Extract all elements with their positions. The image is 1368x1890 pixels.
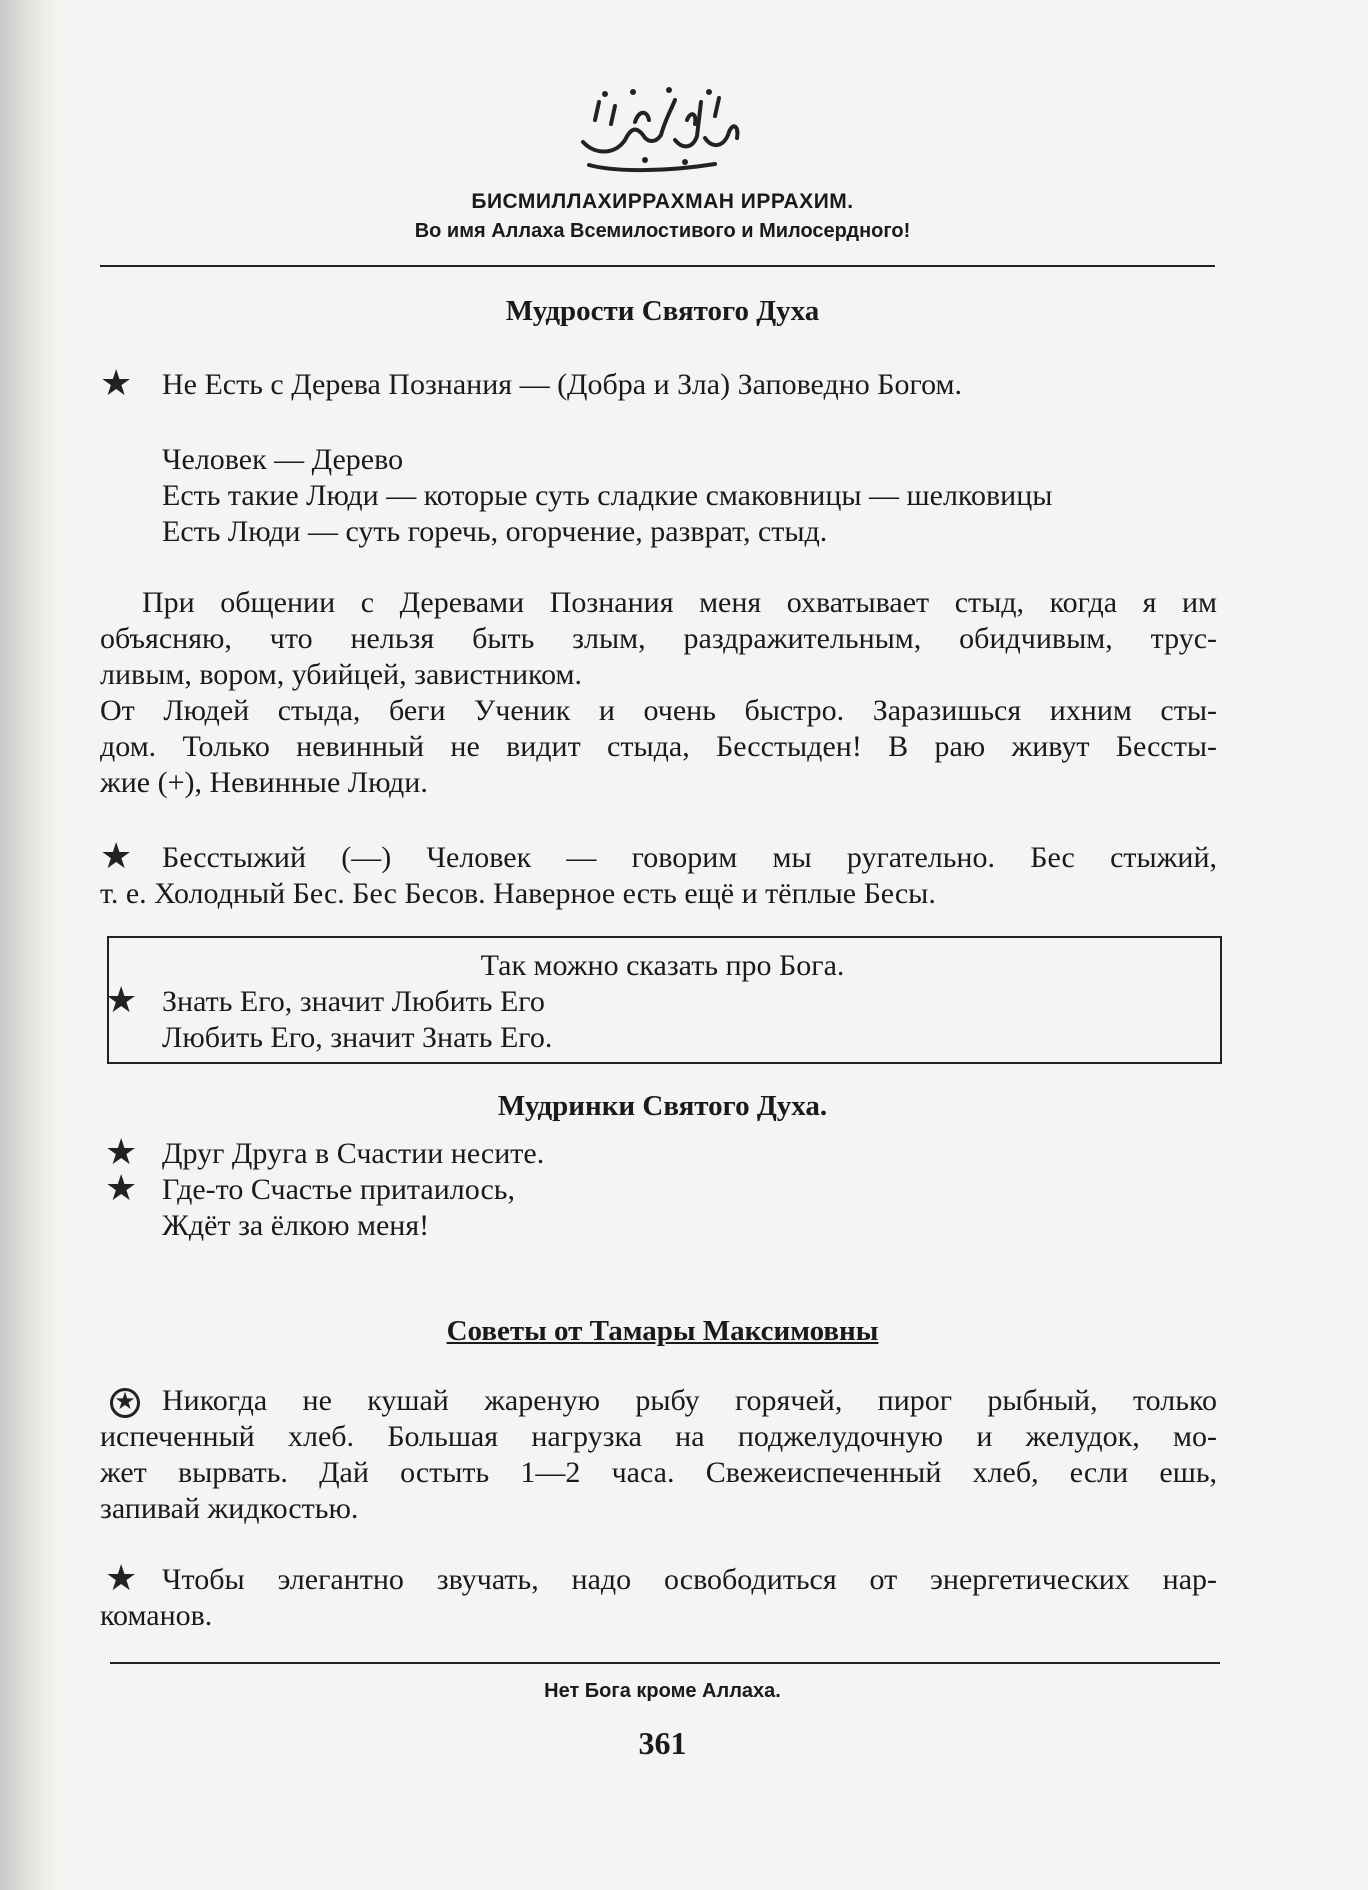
paragraph-line: ливым, вором, убийцей, завистником. <box>100 658 582 691</box>
header-translation: Во имя Аллаха Всемилостивого и Милосердного! <box>414 220 911 242</box>
quote-line: Знать Его, значит Любить Его <box>162 985 545 1018</box>
paragraph-line: жет вырвать. Дай остыть 1—2 часа. Свежеиспеченный хлеб, если ешь, <box>100 1456 1217 1489</box>
quote-box-title: Так можно сказать про Бога. <box>480 949 845 982</box>
star-bullet-icon: ★ <box>105 1558 138 1598</box>
wisdom-line: Где-то Счастье притаилось, <box>162 1173 515 1206</box>
paragraph-line: испеченный хлеб. Большая нагрузка на поджелудочную и желудок, мо- <box>100 1420 1217 1453</box>
header-transliteration: БИСМИЛЛАХИРРАХМАН ИРРАХИМ. <box>471 190 854 213</box>
star-bullet-icon: ★ <box>100 836 133 876</box>
poem-line: Есть такие Люди — которые суть сладкие смаковницы — шелковицы <box>162 479 1053 512</box>
poem-line: Есть Люди — суть горечь, огорчение, разврат, стыд. <box>162 515 828 548</box>
paragraph-line: т. е. Холодный Бес. Бес Бесов. Наверное есть ещё и тёплые Бесы. <box>100 877 936 910</box>
poem-line: Человек — Дерево <box>162 443 404 476</box>
circled-star-icon: ★ <box>110 1388 140 1418</box>
paragraph-line: дом. Только невинный не видит стыда, Бесстыден! В раю живут Бессты- <box>100 730 1217 763</box>
wisdom-line: Ждёт за ёлкою меня! <box>162 1209 430 1242</box>
page-number: 361 <box>638 1725 687 1761</box>
paragraph-line: команов. <box>100 1599 213 1632</box>
footer-text: Нет Бога кроме Аллаха. <box>544 1680 781 1702</box>
header-rule <box>100 265 1215 267</box>
paragraph-line: Чтобы элегантно звучать, надо освободиться от энергетических нар- <box>162 1563 1217 1596</box>
section-title-little-wisdoms: Мудринки Святого Духа. <box>497 1090 828 1122</box>
wisdom-line: Не Есть с Дерева Познания — (Добра и Зла) Заповедно Богом. <box>162 368 962 401</box>
wisdom-line: Друг Друга в Счастии несите. <box>162 1137 545 1170</box>
star-bullet-icon: ★ <box>100 363 133 403</box>
page-edge-shadow <box>0 0 60 1890</box>
paragraph-line: запивай жидкостью. <box>100 1492 359 1525</box>
section-title-advice: Советы от Тамары Максимовны <box>446 1315 879 1347</box>
star-bullet-icon: ★ <box>105 1132 138 1172</box>
footer-rule <box>110 1662 1220 1664</box>
star-bullet-icon: ★ <box>105 1168 138 1208</box>
paragraph-line: При общении с Деревами Познания меня охватывает стыд, когда я им <box>142 586 1217 619</box>
star-bullet-icon: ★ <box>105 980 138 1020</box>
paragraph-line: От Людей стыда, беги Ученик и очень быстро. Заразишься ихним сты- <box>100 694 1217 727</box>
paragraph-line: Никогда не кушай жареную рыбу горячей, пирог рыбный, только <box>162 1384 1217 1417</box>
paragraph-line: объясняю, что нельзя быть злым, раздражительным, обидчивым, трус- <box>100 622 1217 655</box>
section-title-wisdoms: Мудрости Святого Духа <box>505 295 820 327</box>
paragraph-line: жие (+), Невинные Люди. <box>100 766 428 799</box>
arabic-calligraphy-logo <box>575 80 745 175</box>
quote-line: Любить Его, значит Знать Его. <box>162 1021 553 1054</box>
paragraph-line: Бесстыжий (—) Человек — говорим мы ругательно. Бес стыжий, <box>162 841 1217 874</box>
